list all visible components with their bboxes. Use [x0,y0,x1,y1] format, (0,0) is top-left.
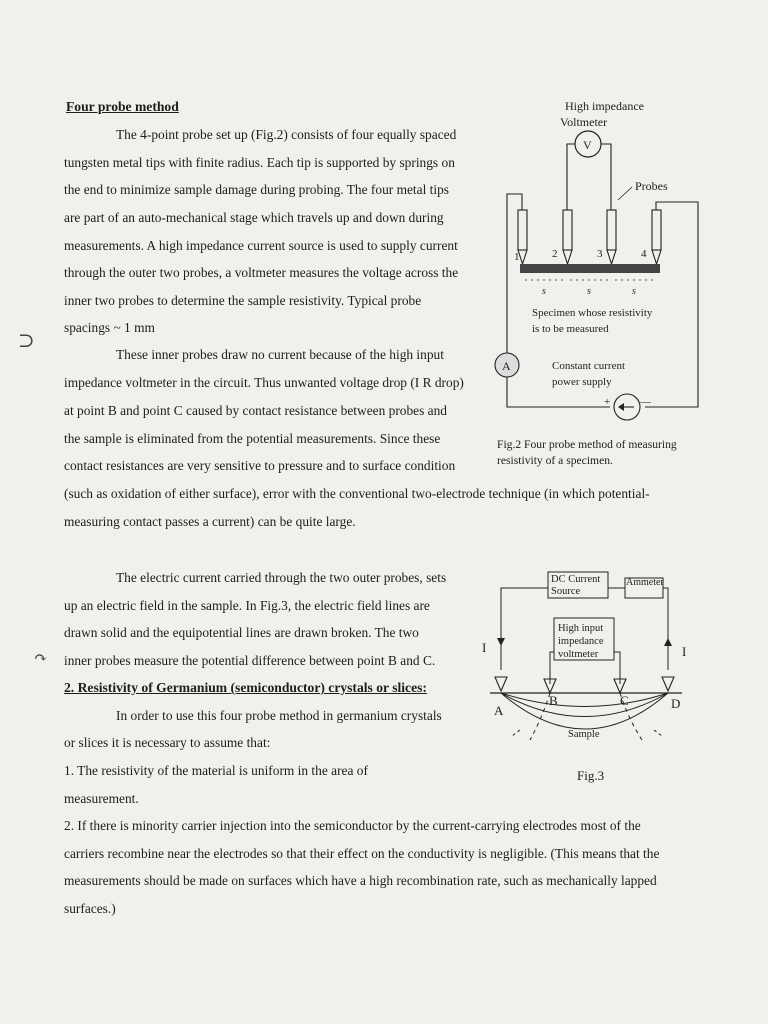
current-label-right: I [682,644,687,659]
probe-number: 2 [552,248,558,260]
paragraph-line: up an electric field in the sample. In Fig.3, the electric field lines are [64,598,430,613]
spacing-label: s [632,286,636,297]
fig2-specimen-label: is to be measured [532,323,609,335]
fig3-voltmeter-label: voltmeter [558,649,599,660]
paragraph-line: drawn solid and the equipotential lines are drawn broken. The two [64,625,419,640]
paragraph-line: The 4-point probe set up (Fig.2) consists of four equally spaced [116,127,457,142]
fig2-specimen-label: Specimen whose resistivity [532,307,653,319]
fig2-voltmeter-label: Voltmeter [560,115,608,129]
plus-sign: + [604,396,611,408]
paragraph-line: contact resistances are very sensitive to pressure and to surface condition [64,458,456,473]
paragraph-line: The electric current carried through the two outer probes, sets [116,570,447,585]
paragraph-line: measurements should be made on surfaces which have a high recombination rate, such as mechanically lapped [64,873,657,888]
specimen-bar [520,264,660,273]
paragraph-line: 1. The resistivity of the material is uniform in the area of [64,763,368,778]
fig2-source-label: power supply [552,376,612,388]
fig3-caption: Fig.3 [577,768,605,783]
fig3-voltmeter-label: High input [558,623,604,634]
fig2-caption: resistivity of a specimen. [497,454,613,467]
paragraph-line: measurement. [64,791,139,806]
fig2-four-probe-diagram [470,92,720,472]
heading-resistivity-germanium: 2. Resistivity of Germanium (semiconductor) crystals or slices: [64,680,427,695]
point-a-label: A [494,703,504,718]
paragraph-line: the end to minimize sample damage during probing. The four metal tips [64,182,450,197]
probe-2 [563,210,572,250]
fig2-probes-label: Probes [635,179,668,193]
paragraph-line: These inner probes draw no current because of the high input [116,347,444,362]
paragraph-line: surfaces.) [64,901,116,916]
fig3-ammeter-label: Ammeter [626,577,664,588]
spacing-label: s [587,286,591,297]
paragraph-line: measurements. A high impedance current source is used to supply current [64,238,458,253]
fig2-voltmeter-label: High impedance [565,99,644,113]
fig3-voltmeter-label: impedance [558,636,604,647]
fig2-a-symbol: A [502,359,511,373]
paragraph-line: In order to use this four probe method in germanium crystals [116,708,442,723]
paragraph-line: 2. If there is minority carrier injection into the semiconductor by the current-carrying electrodes most of the [64,818,641,833]
current-label-left: I [482,640,487,655]
paragraph-line: carriers recombine near the electrodes so that their effect on the conductivity is negligible. (This means that the [64,846,660,861]
paragraph-line: or slices it is necessary to assume that: [64,735,271,750]
probe-3 [607,210,616,250]
fig3-source-label: Source [551,586,581,597]
minus-sign: — [640,396,651,408]
point-d-label: D [671,696,681,711]
sample-label: Sample [568,729,600,740]
paragraph-line: are part of an auto-mechanical stage which travels up and down during [64,210,444,225]
paragraph-line: inner two probes to determine the sample resistivity. Typical probe [64,293,422,308]
margin-mark: ⊃ [18,330,35,352]
fig3-field-lines-diagram [470,560,710,790]
paragraph-line: at point B and point C caused by contact resistance between probes and [64,403,448,418]
paragraph-line: (such as oxidation of either surface), error with the conventional two-electrode technique (in which potential- [64,486,650,501]
probe-number: 3 [597,248,603,260]
paragraph-line: impedance voltmeter in the circuit. Thus unwanted voltage drop (I R drop) [64,375,464,390]
point-b-label: B [549,693,558,708]
paragraph-line: inner probes measure the potential difference between point B and C. [64,653,436,668]
paragraph-line: spacings ~ 1 mm [64,320,155,335]
point-c-label: C [620,693,629,708]
margin-mark: ↷ [34,650,48,667]
paragraph-line: measuring contact passes a current) can be quite large. [64,514,356,529]
fig3-source-label: DC Current [551,574,601,585]
fig2-caption: Fig.2 Four probe method of measuring [497,438,677,451]
heading-four-probe-method: Four probe method [66,99,179,114]
paragraph-line: tungsten metal tips with finite radius. Each tip is supported by springs on [64,155,455,170]
fig2-source-label: Constant current [552,360,626,372]
probe-number: 4 [641,248,647,260]
fig2-v-symbol: V [583,138,592,152]
spacing-label: s [542,286,546,297]
probe-1 [518,210,527,250]
probe-number: 1 [514,251,520,263]
paragraph-line: the sample is eliminated from the potential measurements. Since these [64,431,441,446]
paragraph-line: through the outer two probes, a voltmeter measures the voltage across the [64,265,459,280]
probe-4 [652,210,661,250]
